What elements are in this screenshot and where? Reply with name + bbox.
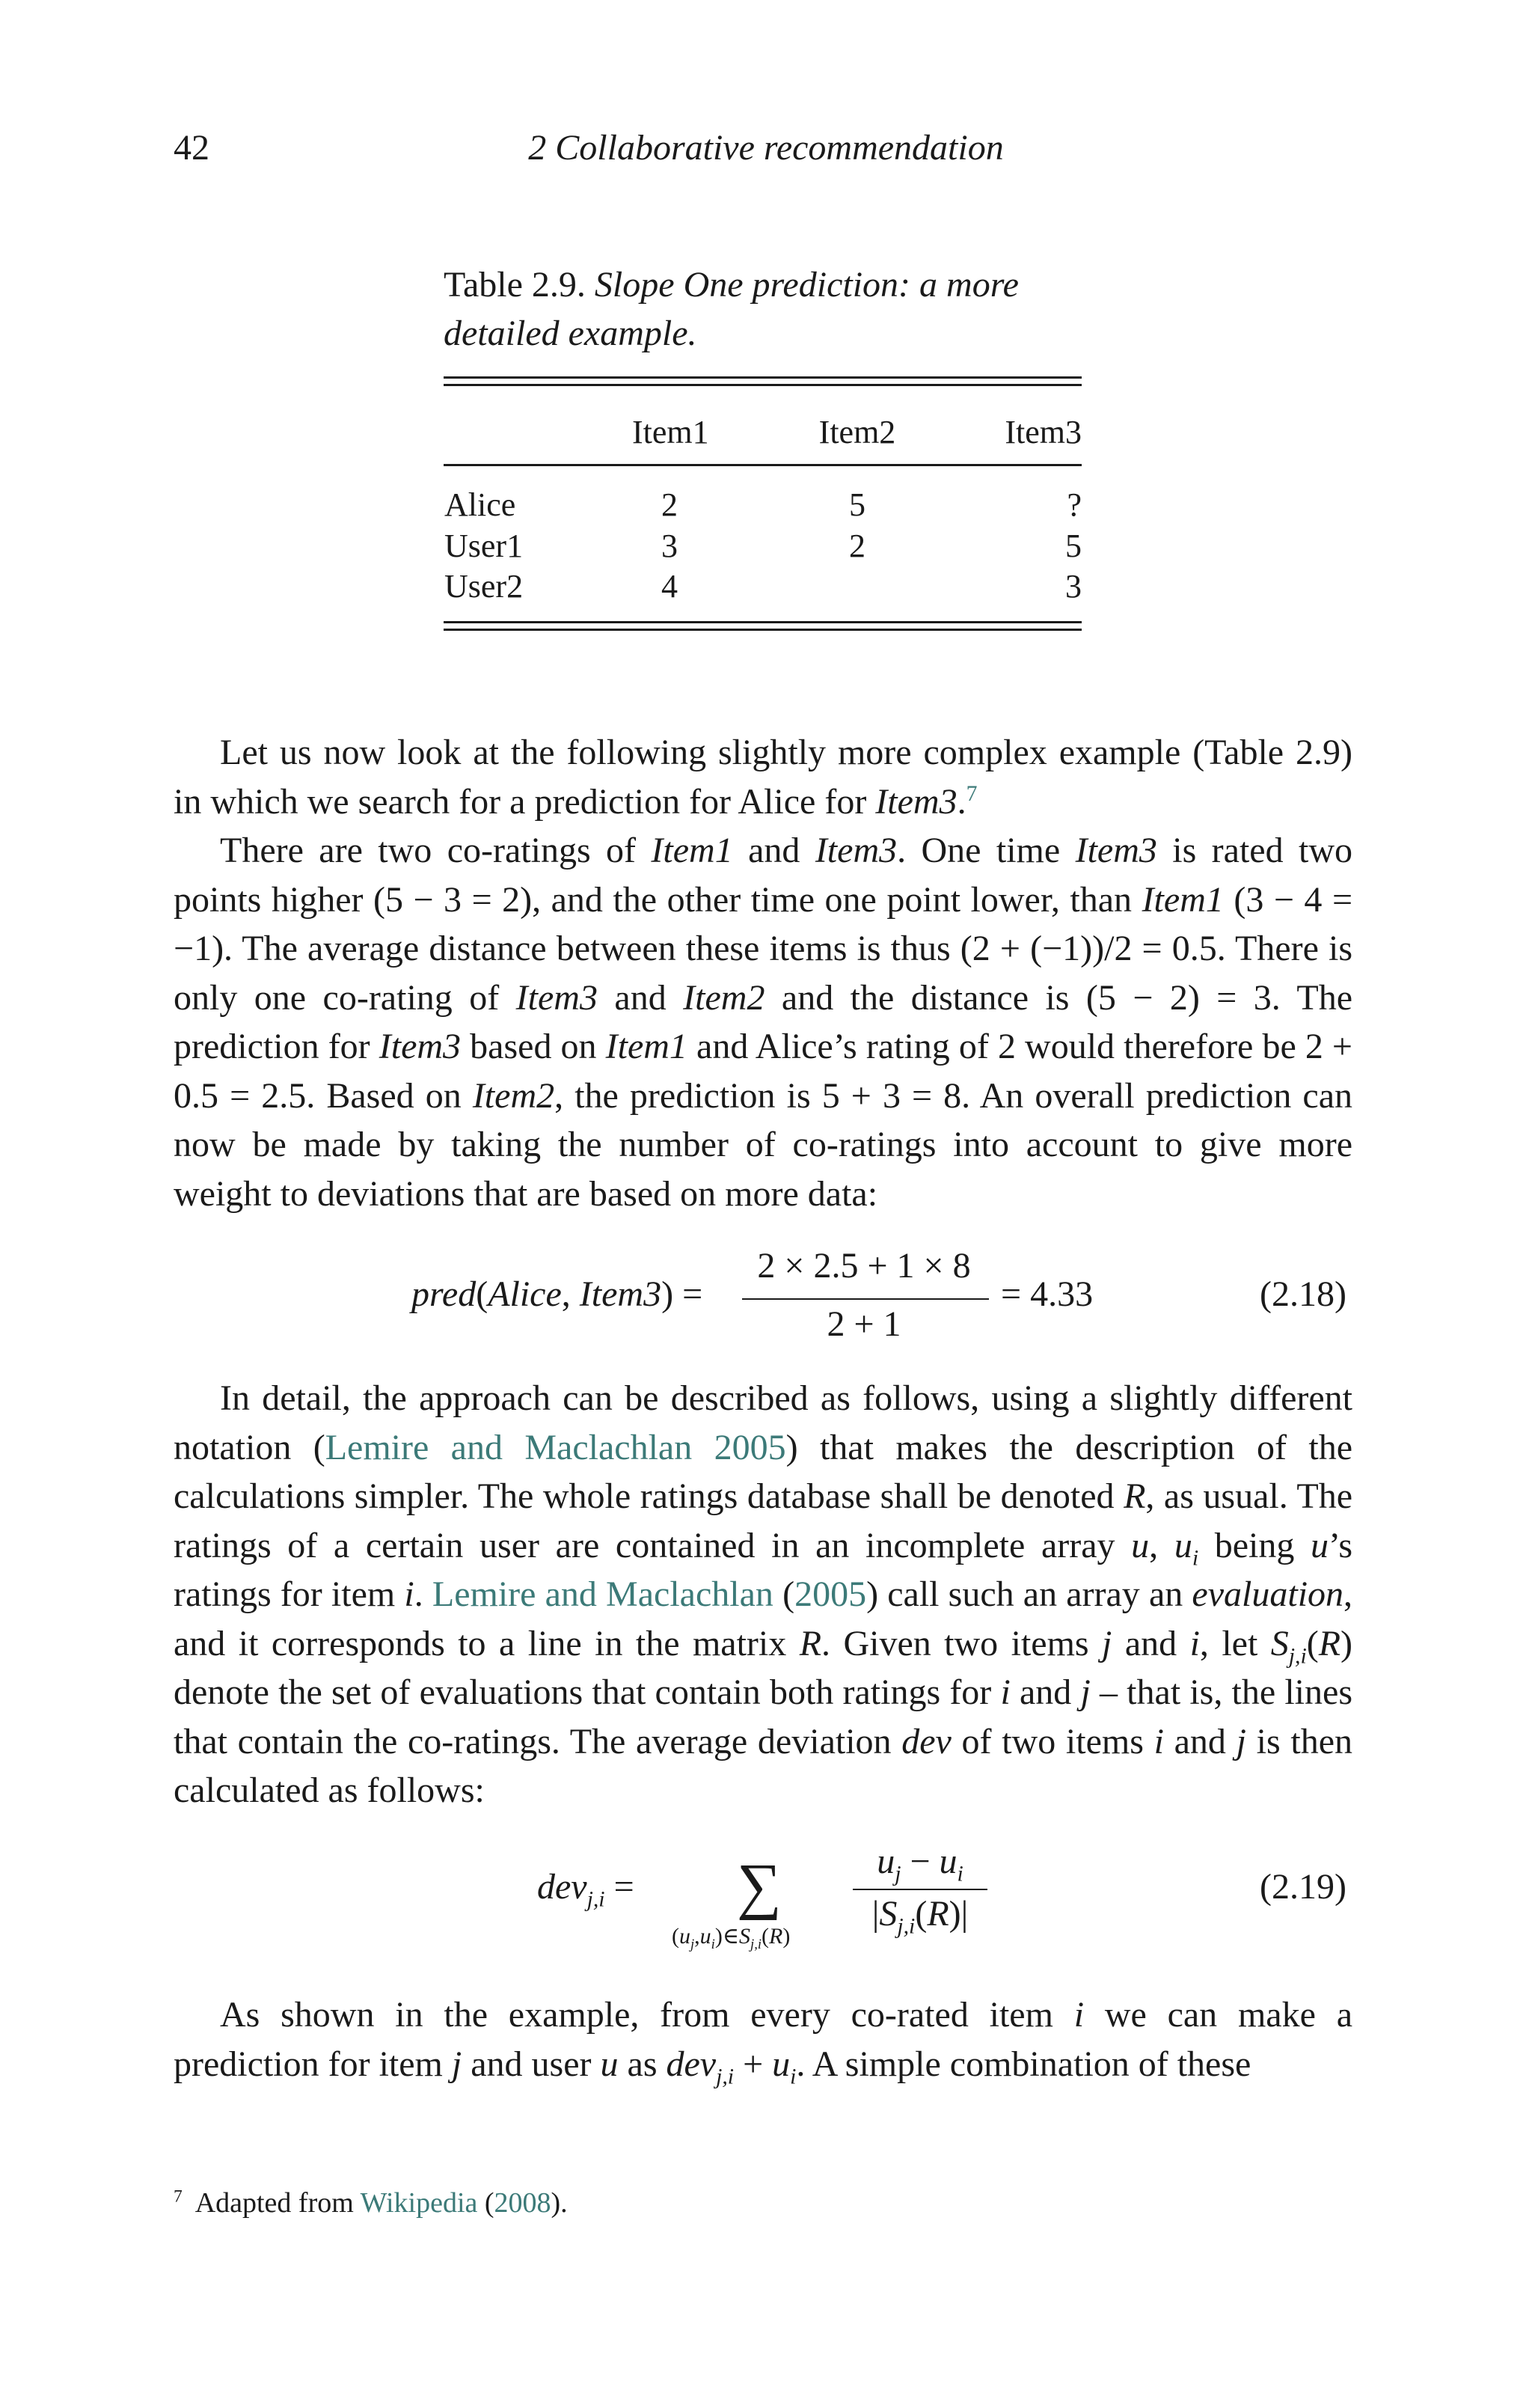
- paragraph: As shown in the example, from every co-rated item i we can make a prediction for item j and user u as $dev_{j,i} + u_i$. A simple combination of these: [174, 1995, 1352, 2089]
- table-bottom-rule-2: [444, 629, 1082, 631]
- table-cell: ?: [1067, 486, 1082, 523]
- table-caption-text: Slope One prediction: a more detailed example.: [444, 265, 1019, 353]
- table-top-rule: [444, 376, 1082, 379]
- running-title: 2 Collaborative recommendation: [528, 128, 1004, 168]
- table-cell: 5: [849, 486, 865, 523]
- footnote-link-year[interactable]: 2008: [494, 2187, 551, 2219]
- table-row-label: Alice: [444, 486, 516, 523]
- footnote: $^7$ Adapted from Wikipedia (2008).: [174, 2187, 568, 2219]
- table-row-label: User2: [444, 568, 524, 605]
- footnote-link-wikipedia[interactable]: Wikipedia: [360, 2187, 478, 2219]
- equation-2-19-denominator: $|S_{j,i}(R)|$: [871, 1894, 969, 1939]
- page-number: 42: [174, 128, 209, 168]
- equation-2-19-numerator: $u_j - u_i$: [877, 1842, 963, 1886]
- table-bottom-rule: [444, 621, 1082, 623]
- footnote-marker: 7: [174, 2187, 183, 2207]
- equation-2-18-fraction-bar: [742, 1298, 989, 1300]
- footnote-text: Adapted from: [194, 2187, 354, 2219]
- body-text-block-2: [174, 1374, 1352, 1815]
- table-cell: 5: [1065, 528, 1082, 564]
- summation-symbol: ∑: [737, 1851, 782, 1921]
- table-cell: 3: [1065, 568, 1082, 605]
- table-cell: 2: [661, 486, 678, 523]
- table-caption: [444, 260, 1087, 358]
- table-cell: 3: [661, 528, 678, 564]
- body-text-block-1: [174, 728, 1352, 1218]
- equation-2-19-lhs: dev$_{j,i}$ =: [537, 1867, 634, 1912]
- paragraph: There are two co-ratings of Item1 and Item3. One time Item3 is rated two points higher (5 − 3 = 2), and the other time one point lower, than Item1 (3 − 4 = −1). The average distance between these items is thus (2 + (−1))/2 = 0.5. There is only one co-rating of Item3 and Item2 and the distance is (5 − 2) = 3. The prediction for Item3 based on Item1 and Alice’s rating of 2 would therefore be 2 + 0.5 = 2.5. Based on Item2, the prediction is 5 + 3 = 8. An overall prediction can now be made by taking the number of co-ratings into account to give more weight to deviations that are based on more data:: [174, 831, 1353, 1214]
- paragraph: Let us now look at the following slightly more complex example (Table 2.9) in which we search for a prediction for Alice for Item3.$^7$: [174, 733, 1352, 822]
- summation-subscript: $(u_j,u_i)\in S_{j,i}(R)$: [672, 1924, 791, 1952]
- paragraph: In detail, the approach can be described as follows, using a slightly different notation (Lemire and Maclachlan 2005) that makes the description of the calculations simpler. The whole ratings database shall be denoted R, as usual. The ratings of a certain user are contained in an incomplete array u, $u_i$ being u’s ratings for item i. Lemire and Maclachlan (2005) call such an array an evaluation, and it corresponds to a line in the matrix R. Given two items j and i, let $S_{j,i}(R)$ denote the set of evaluations that contain both ratings for i and j – that is, the lines that contain the co-ratings. The average deviation dev of two items i and j is then calculated as follows:: [174, 1378, 1353, 1810]
- table-top-rule-2: [444, 384, 1082, 386]
- table-cell: 4: [661, 568, 678, 605]
- table-col-header: Item1: [632, 414, 709, 450]
- table-caption-label: Table 2.9.: [444, 265, 586, 305]
- table-row-label: User1: [444, 528, 524, 564]
- equation-2-18-rhs: = 4.33: [1001, 1274, 1094, 1314]
- equation-2-19-fraction-bar: [853, 1889, 987, 1890]
- equation-number: (2.18): [1260, 1274, 1346, 1314]
- table-header-rule: [444, 464, 1082, 466]
- table-col-header: Item3: [1005, 414, 1082, 450]
- equation-2-18-lhs: pred(Alice, Item3) =: [411, 1274, 703, 1314]
- equation-number: (2.19): [1260, 1867, 1346, 1907]
- equation-2-18-numerator: 2 × 2.5 + 1 × 8: [757, 1246, 971, 1286]
- equation-2-18-denominator: 2 + 1: [827, 1304, 901, 1344]
- body-text-block-3: [174, 1990, 1352, 2088]
- table-cell: 2: [849, 528, 865, 564]
- table-col-header: Item2: [818, 414, 896, 450]
